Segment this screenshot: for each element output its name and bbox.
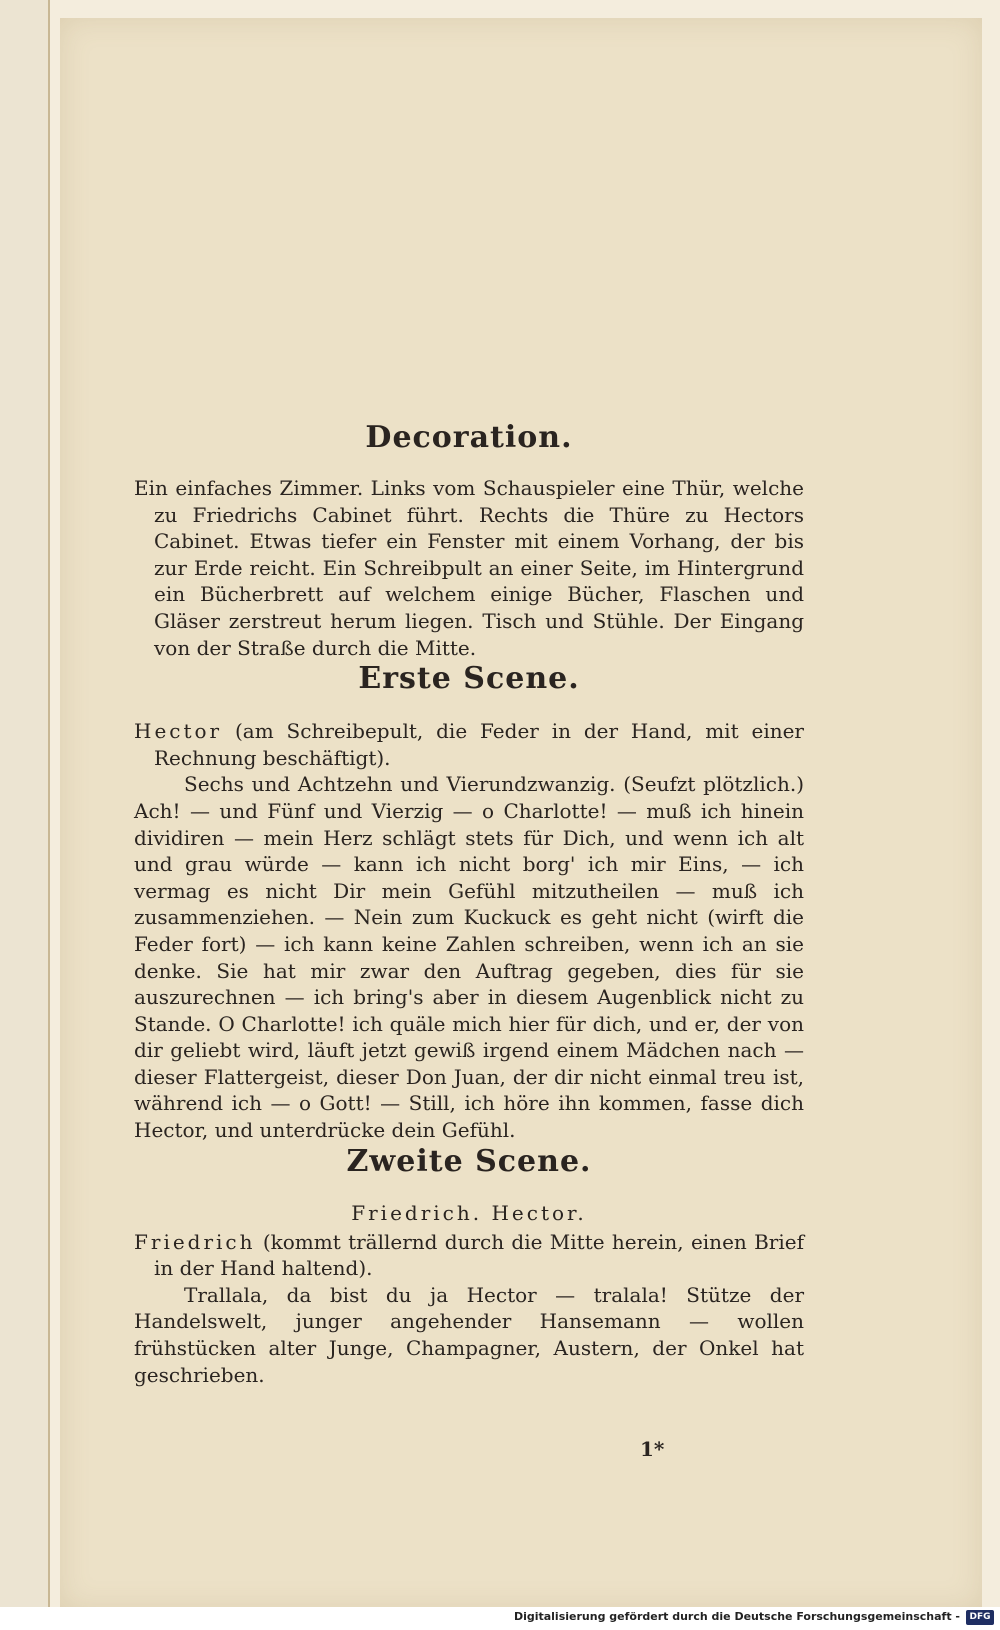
scene1-direction: (am Schreibepult, die Feder in der Hand, mit einer Rechnung beschäftigt). xyxy=(154,719,804,770)
scene2-direction: (kommt trällernd durch die Mitte herein, einen Brief in der Hand haltend). xyxy=(154,1229,804,1281)
decoration-text: Ein einfaches Zimmer. Links vom Schauspieler eine Thür, welche zu Friedrichs Cabinet führt. Rechts die Thüre zu Hectors Cabinet. Etwas tiefer ein Fenster mit einem Vorhang, der bis zur Erde reicht. Ein Schreibpult an einer Seite, im Hintergrund ein Bücherbrett auf welchem einige Bücher, Flaschen und Gläser zerstreut herum liegen. Tisch und Stühle. Der Eingang von der Straße durch die Mitte. xyxy=(134,476,804,660)
scene2-stage-direction xyxy=(134,1229,804,1282)
scene1-heading: Erste Scene. xyxy=(358,661,580,697)
previous-page-edge xyxy=(0,0,50,1630)
footer-credit: Digitalisierung gefördert durch die Deutsche Forschungsgemeinschaft - xyxy=(513,1610,960,1623)
page-content xyxy=(134,420,804,1388)
scene2-heading: Zweite Scene. xyxy=(346,1143,592,1179)
scene2-speech: Trallala, da bist du ja Hector — tralala! Stütze der Handelswelt, junger angehender Hansemann — wollen frühstücken alter Junge, Champagner, Austern, der Onkel hat geschrieben. xyxy=(134,1282,804,1387)
scene1-stage-direction xyxy=(134,718,804,771)
scene2-characters: Friedrich. Hector. xyxy=(351,1200,587,1225)
scene1-speaker: Hector xyxy=(134,719,223,744)
footer-bar xyxy=(0,1607,1000,1630)
decoration-heading: Decoration. xyxy=(365,420,573,455)
scene2-speaker: Friedrich xyxy=(134,1229,256,1254)
dfg-logo: DFG xyxy=(966,1610,994,1625)
scene1-speech: Sechs und Achtzehn und Vierundzwanzig. (Seufzt plötzlich.) Ach! — und Fünf und Vierzig — o Charlotte! — muß ich hinein dividiren — mein Herz schlägt stets für Dich, und wenn ich alt und grau würde — kann ich nicht borg' ich mir Eins, — ich vermag es nicht Dir mein Gefühl mitzutheilen — muß ich zusammenziehen. — Nein zum Kuckuck es geht nicht (wirft die Feder fort) — ich kann keine Zahlen schreiben, wenn ich an sie denke. Sie hat mir zwar den Auftrag gegeben, dies für sie auszurechnen — ich bring's aber in diesem Augenblick nicht zu Stande. O Charlotte! ich quäle mich hier für dich, und er, der von dir geliebt wird, läuft jetzt gewiß irgend einem Mädchen nach — dieser Flattergeist, dieser Don Juan, der dir nicht einmal treu ist, während ich — o Gott! — Still, ich höre ihn kommen, fasse dich Hector, und unterdrücke dein Gefühl. xyxy=(134,772,804,1143)
signature-mark: 1* xyxy=(640,1437,665,1461)
